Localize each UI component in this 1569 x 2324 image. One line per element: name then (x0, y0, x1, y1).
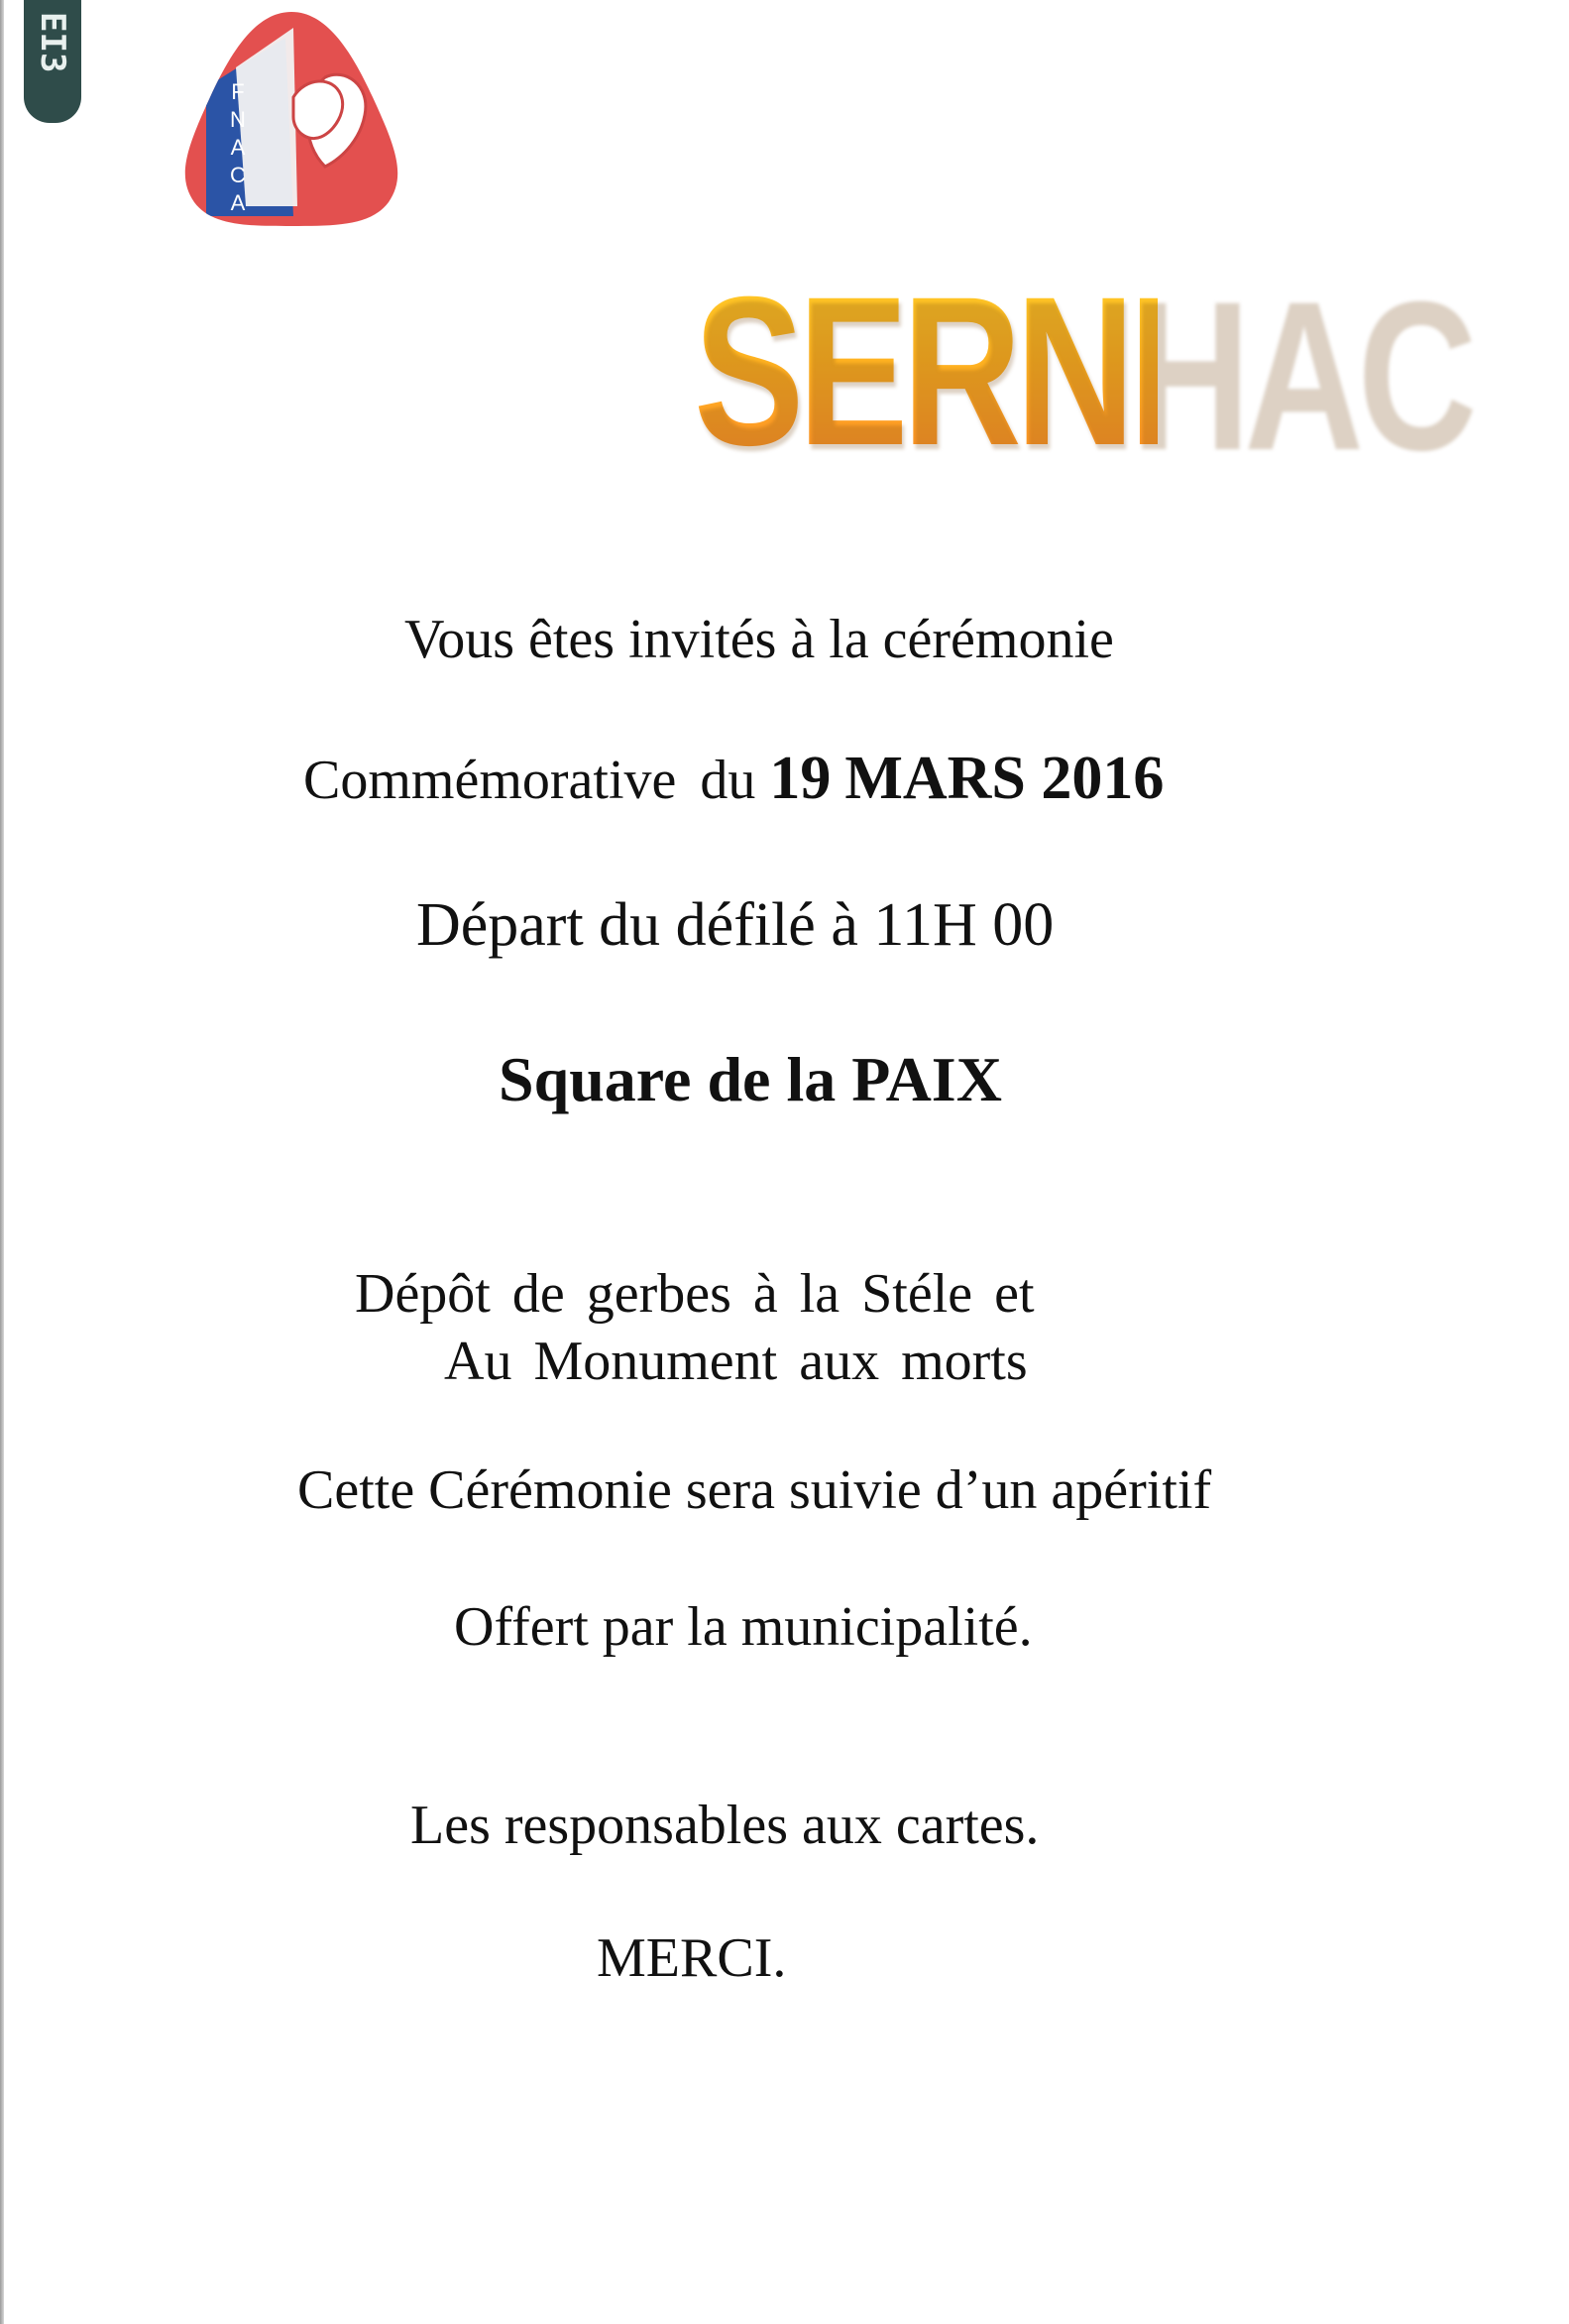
logo-letter: A (230, 135, 246, 160)
logo-letter: C (230, 163, 246, 187)
logo-letter: F (231, 79, 245, 104)
thanks-line: MERCI. (597, 1927, 787, 1989)
sernhac-wordmark: SERNHAC (694, 253, 1469, 490)
date-month-year: MARS 2016 (844, 745, 1165, 812)
fnaca-logo (176, 8, 406, 228)
ceremony-date-line (303, 746, 1164, 813)
monument-line: Au Monument aux morts (444, 1331, 1028, 1392)
location-heading: Square de la PAIX (499, 1044, 1002, 1114)
stamp-text: EI3 (33, 12, 72, 73)
date-prefix: Commémorative du (303, 750, 756, 811)
parade-departure-line: Départ du défilé à 11H 00 (416, 891, 1055, 959)
municipality-line: Offert par la municipalité. (454, 1596, 1033, 1658)
aperitif-line: Cette Cérémonie sera suivie d’un apéritif (297, 1459, 1212, 1521)
invitation-line: Vous êtes invités à la cérémonie (404, 609, 1114, 670)
date-day: 19 (769, 745, 832, 812)
logo-letter: N (230, 107, 246, 132)
cards-note: Les responsables aux cartes. (410, 1795, 1040, 1856)
wreath-deposit-line: Dépôt de gerbes à la Stéle et (355, 1263, 1035, 1325)
scan-edge (0, 0, 4, 2324)
logo-letter: A (230, 190, 246, 215)
stamp-badge (24, 0, 81, 123)
